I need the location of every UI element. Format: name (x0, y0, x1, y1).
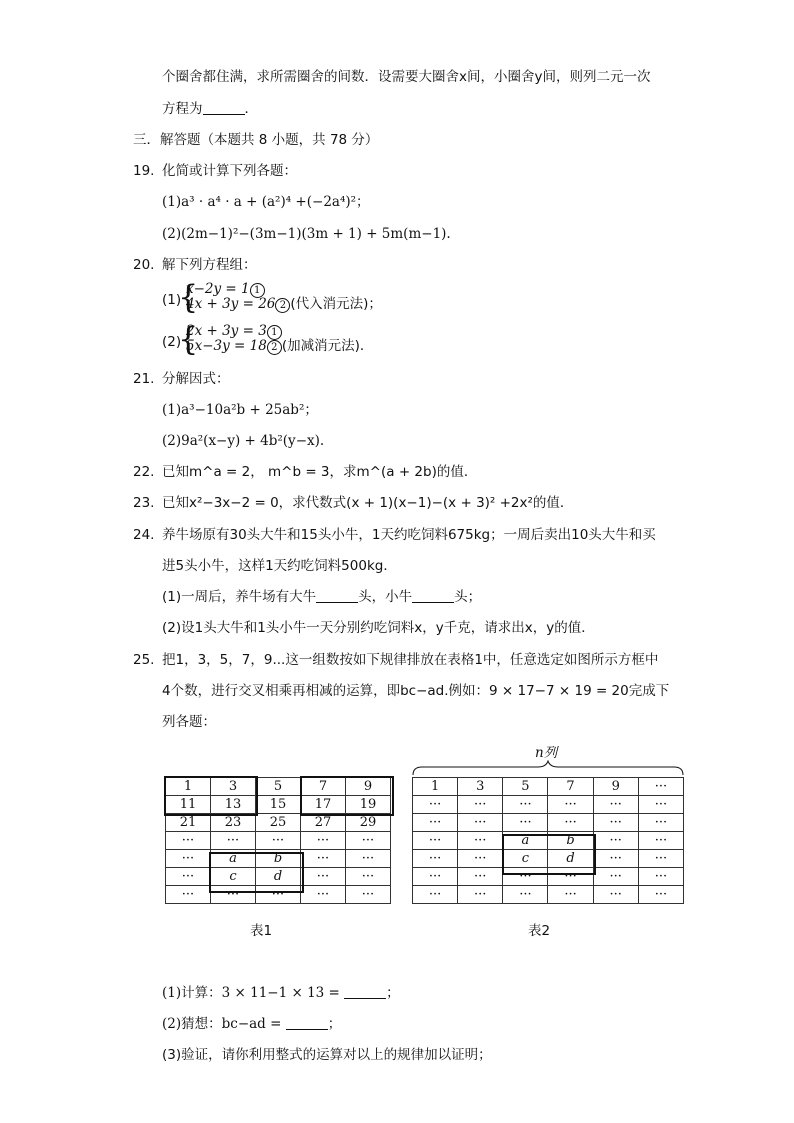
table-cell: ··· (593, 814, 638, 832)
table-cell: ··· (256, 886, 301, 904)
table-row (166, 832, 391, 850)
table-cell: ··· (548, 886, 593, 904)
highlight-box (209, 852, 304, 893)
answer-blank[interactable] (412, 590, 454, 603)
table-cell: 23 (211, 814, 256, 832)
highlight-box (300, 776, 394, 816)
table-cell: ··· (413, 796, 458, 814)
q21-part2: (2)9a²(x−y) + 4b²(y−x). (162, 433, 325, 449)
answer-blank[interactable] (203, 102, 245, 115)
q25-line1: 把1，3，5，7，9...这一组数按如下规律排放在表格1中，任意选定如图所示方框中 (162, 652, 659, 668)
top-brace (412, 760, 684, 776)
table-cell: ··· (166, 832, 211, 850)
table-cell: ··· (548, 868, 593, 886)
table-cell: 9 (593, 778, 638, 796)
q20-part2-label: (2) (162, 334, 182, 350)
table-cell: ··· (638, 850, 683, 868)
prev-question-line2: 方程为 ． (162, 101, 258, 117)
q19-part1: (1)a³ · a⁴ · a + (a²)⁴ +(−2a⁴)²； (162, 194, 370, 210)
table-cell: ··· (503, 868, 548, 886)
q24-part2: (2)设1头大牛和1头小牛一天分别约吃饲料x，y千克，请求出x，y的值． (162, 620, 595, 636)
table-cell: 7 (548, 778, 593, 796)
table-cell: ··· (413, 850, 458, 868)
table-cell: 13 (211, 796, 256, 814)
table-cell: 21 (166, 814, 211, 832)
table-cell: ··· (638, 832, 683, 850)
table-row (166, 814, 391, 832)
answer-blank[interactable] (344, 986, 386, 999)
table-cell: 11 (166, 796, 211, 814)
table-cell: ··· (638, 814, 683, 832)
q25-part3: (3)验证，请你利用整式的运算对以上的规律加以证明； (162, 1047, 492, 1063)
q25-part1: (1)计算：3 × 11−1 × 13 = ； (162, 985, 400, 1001)
q23-text: 已知x²−3x−2 = 0，求代数式(x + 1)(x−1)−(x + 3)² +2x²的值． (162, 495, 574, 511)
table-cell: ··· (503, 796, 548, 814)
table-cell: ··· (638, 886, 683, 904)
q21-number: 21. (133, 371, 155, 387)
q20-part1-label: (1) (162, 292, 182, 308)
q20-number: 20. (133, 257, 155, 273)
prev-question-text: 方程为 (162, 101, 203, 117)
q24-part1: (1)一周后，养牛场有大牛 头，小牛 头； (162, 589, 482, 605)
table-cell: ··· (503, 814, 548, 832)
table-cell: b (256, 850, 301, 868)
table-cell: 1 (413, 778, 458, 796)
table-cell: ··· (346, 868, 391, 886)
table-cell: 27 (301, 814, 346, 832)
circled-one: 1 (250, 283, 265, 298)
q20-p2-eq1: 2x + 3y = 3 1 (186, 324, 282, 340)
answer-blank[interactable] (286, 1017, 328, 1030)
prev-question-line1: 个圈舍都住满，求所需圈舍的间数．设需要大圈舍x间，小圈舍y间，则列二元一次 (162, 69, 651, 85)
table-cell: ··· (593, 886, 638, 904)
table-2-header: n列 (535, 745, 558, 761)
table-cell: ··· (413, 886, 458, 904)
table-cell: ··· (593, 832, 638, 850)
q22-text: 已知m^a = 2， m^b = 3，求m^(a + 2b)的值． (162, 464, 478, 480)
table-cell: ··· (211, 832, 256, 850)
table-cell: ··· (166, 886, 211, 904)
table-cell: b (548, 832, 593, 850)
table-cell: a (211, 850, 256, 868)
table-cell: ··· (458, 814, 503, 832)
table-cell: ··· (593, 850, 638, 868)
table-cell: ··· (301, 850, 346, 868)
highlight-box (502, 834, 596, 875)
circled-two: 2 (267, 340, 282, 355)
table-1-label: 表1 (250, 923, 273, 939)
q25-line2: 4个数，进行交叉相乘再相减的运算，即bc−ad.例如：9 × 17−7 × 19 = 20完成下 (162, 683, 670, 699)
q25-line3: 列各题： (162, 714, 216, 730)
table-cell: a (503, 832, 548, 850)
table-cell: d (256, 868, 301, 886)
table-cell: ··· (458, 886, 503, 904)
table-cell: ··· (413, 832, 458, 850)
table-cell: c (211, 868, 256, 886)
q23-number: 23. (133, 495, 155, 511)
table-row (413, 796, 684, 814)
table-cell: 1 (166, 778, 211, 796)
table-cell: ··· (346, 886, 391, 904)
q20-p1-eq1: x−2y = 1 1 (186, 282, 265, 298)
highlight-box (164, 776, 258, 816)
table-cell: ··· (346, 832, 391, 850)
q19-number: 19. (133, 163, 155, 179)
table-cell: ··· (301, 832, 346, 850)
table-row (413, 778, 684, 796)
circled-two: 2 (275, 298, 290, 313)
table-cell: ··· (638, 778, 683, 796)
table-cell: 7 (301, 778, 346, 796)
q24-number: 24. (133, 527, 155, 543)
table-2-label: 表2 (528, 923, 551, 939)
left-brace: { (178, 278, 199, 316)
table-cell: 25 (256, 814, 301, 832)
table-cell: ··· (211, 886, 256, 904)
table-row (413, 886, 684, 904)
table-cell: ··· (301, 886, 346, 904)
table-cell: 5 (503, 778, 548, 796)
table-cell: ··· (458, 796, 503, 814)
table-cell: ··· (638, 868, 683, 886)
table-cell: d (548, 850, 593, 868)
table-cell: 19 (346, 796, 391, 814)
table-cell: ··· (548, 814, 593, 832)
answer-blank[interactable] (316, 590, 358, 603)
q25-part2: (2)猜想：bc−ad = ； (162, 1016, 342, 1032)
table-cell: ··· (413, 814, 458, 832)
table-cell: ··· (166, 868, 211, 886)
q22-number: 22. (133, 464, 155, 480)
table-cell: 9 (346, 778, 391, 796)
table-cell: ··· (458, 832, 503, 850)
table-cell: c (503, 850, 548, 868)
table-cell: ··· (548, 796, 593, 814)
table-cell: ··· (346, 850, 391, 868)
table-cell: 17 (301, 796, 346, 814)
section-heading: 三．解答题（本题共 8 小题，共 78 分） (133, 132, 379, 148)
q21-title: 分解因式： (162, 371, 230, 387)
table-cell: ··· (638, 796, 683, 814)
q24-line1: 养牛场原有30头大牛和15头小牛，1天约吃饲料675kg；一周后卖出10头大牛和买 (162, 527, 656, 543)
table-cell: 29 (346, 814, 391, 832)
q20-title: 解下列方程组： (162, 257, 257, 273)
circled-one: 1 (267, 325, 282, 340)
q25-number: 25. (133, 652, 155, 668)
q21-part1: (1)a³−10a²b + 25ab²； (162, 402, 318, 418)
table-cell: 5 (256, 778, 301, 796)
q20-p2-eq2: 5x−3y = 18 2 (加减消元法)． (186, 338, 374, 354)
q19-title: 化简或计算下列各题： (162, 163, 297, 179)
left-brace: { (178, 320, 199, 358)
table-cell: ··· (256, 832, 301, 850)
table-cell: 3 (211, 778, 256, 796)
table-cell: ··· (458, 850, 503, 868)
table-cell: ··· (301, 868, 346, 886)
table-cell: ··· (166, 850, 211, 868)
table-cell: 3 (458, 778, 503, 796)
table-row (413, 814, 684, 832)
table-cell: ··· (593, 868, 638, 886)
table-cell: ··· (458, 868, 503, 886)
table-cell: ··· (593, 796, 638, 814)
q20-p1-eq2: 4x + 3y = 26 2 (代入消元法)； (186, 296, 382, 312)
table-cell: ··· (503, 886, 548, 904)
q19-part2: (2)(2m−1)²−(3m−1)(3m + 1) + 5m(m−1). (162, 226, 451, 242)
table-cell: ··· (413, 868, 458, 886)
q24-line2: 进5头小牛，这样1天约吃饲料500kg． (162, 558, 397, 574)
table-cell: 15 (256, 796, 301, 814)
